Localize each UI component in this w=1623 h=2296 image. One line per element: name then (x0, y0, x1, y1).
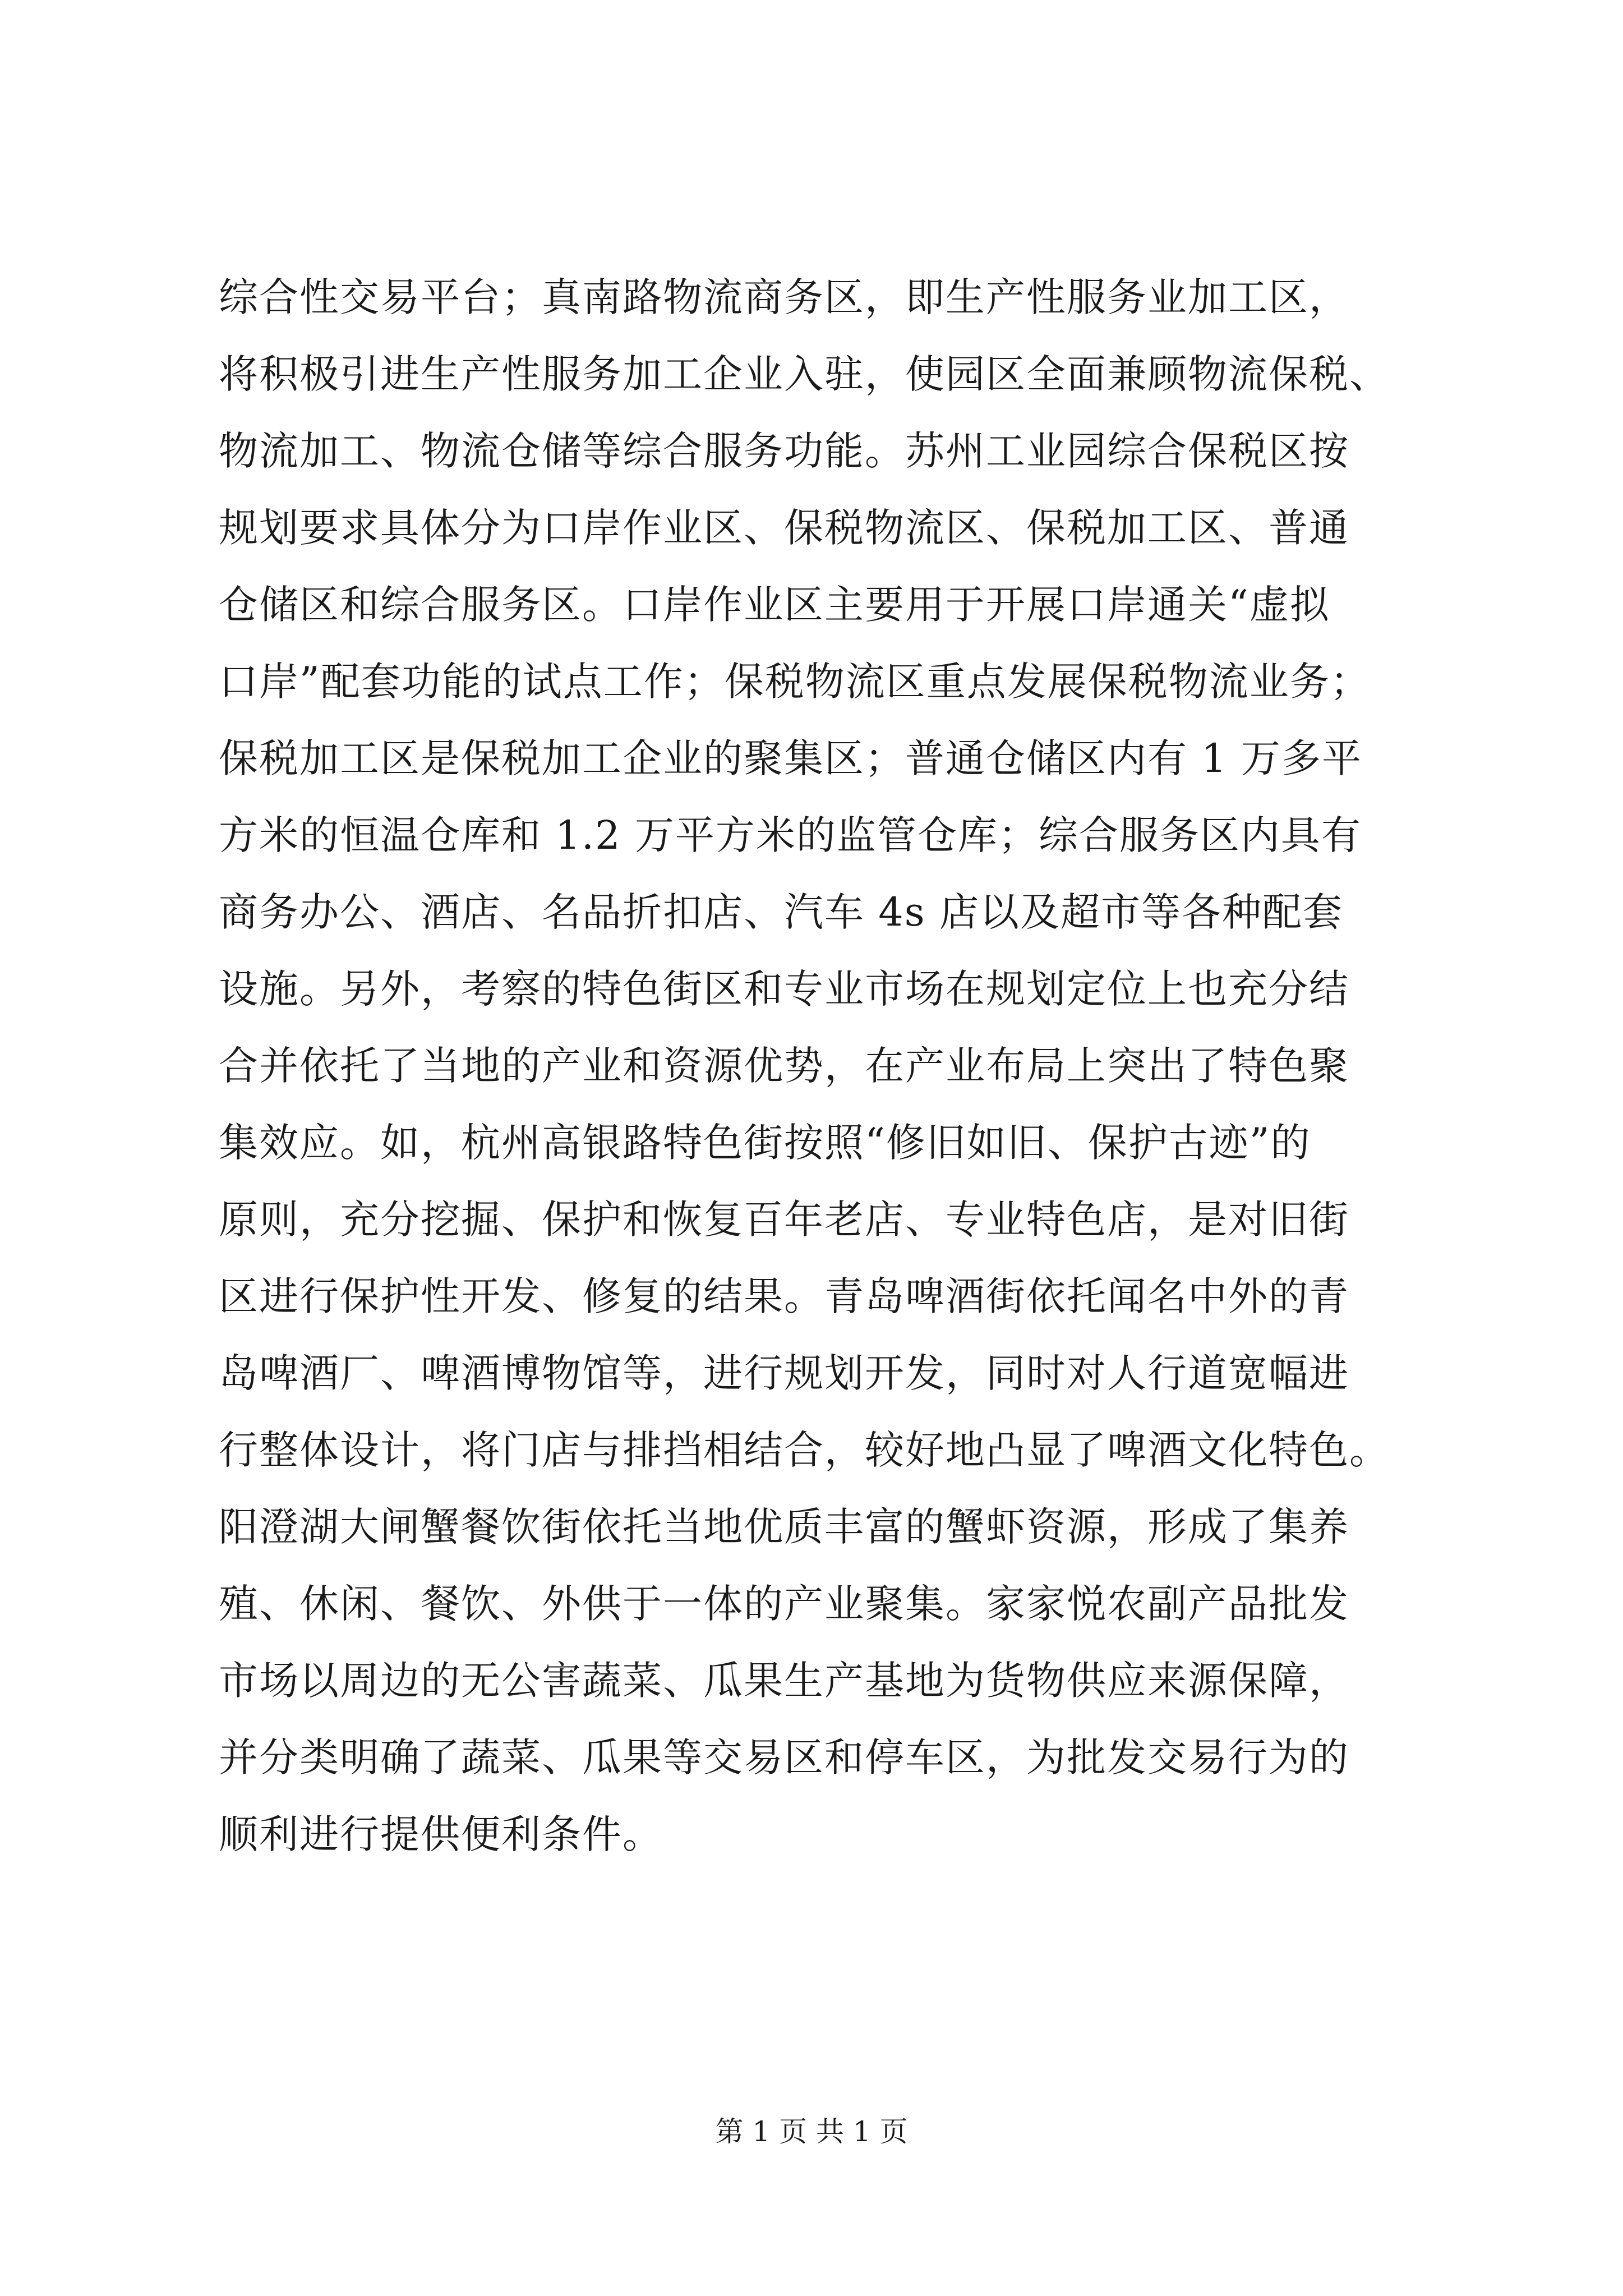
text-line: 顺利进行提供便利条件。 (219, 1811, 663, 1857)
text-line: 综合性交易平台；真南路物流商务区，即生产性服务业加工区， (219, 274, 1349, 320)
text-line: 规划要求具体分为口岸作业区、保税物流区、保税加工区、普通 (219, 505, 1349, 551)
text-line: 行整体设计，将门店与排挡相结合，较好地凸显了啤酒文化特色。 (219, 1427, 1390, 1473)
text-line: 殖、休闲、餐饮、外供于一体的产业聚集。家家悦农副产品批发 (219, 1581, 1349, 1627)
text-line: 区进行保护性开发、修复的结果。青岛啤酒街依托闻名中外的青 (219, 1273, 1349, 1319)
text-line: 合并依托了当地的产业和资源优势，在产业布局上突出了特色聚 (219, 1043, 1349, 1089)
text-line: 仓储区和综合服务区。口岸作业区主要用于开展口岸通关“虚拟 (219, 582, 1330, 628)
text-line: 设施。另外，考察的特色街区和专业市场在规划定位上也充分结 (219, 966, 1349, 1012)
body-paragraph (219, 259, 1481, 1873)
text-line: 保税加工区是保税加工企业的聚集区；普通仓储区内有 1 万多平 (219, 735, 1363, 781)
text-line: 阳澄湖大闸蟹餐饮街依托当地优质丰富的蟹虾资源，形成了集养 (219, 1504, 1349, 1550)
text-line: 将积极引进生产性服务加工企业入驻，使园区全面兼顾物流保税、 (219, 351, 1390, 397)
text-line: 集效应。如，杭州高银路特色街按照“修旧如旧、保护古迹”的 (219, 1120, 1311, 1166)
text-line: 市场以周边的无公害蔬菜、瓜果生产基地为货物供应来源保障， (219, 1658, 1349, 1704)
text-line: 口岸”配套功能的试点工作；保税物流区重点发展保税物流业务； (219, 659, 1371, 705)
text-line: 原则，充分挖掘、保护和恢复百年老店、专业特色店，是对旧街 (219, 1197, 1349, 1243)
text-line: 并分类明确了蔬菜、瓜果等交易区和停车区，为批发交易行为的 (219, 1734, 1349, 1780)
text-line: 物流加工、物流仓储等综合服务功能。苏州工业园综合保税区按 (219, 428, 1349, 474)
page-number-footer: 第 1 页 共 1 页 (715, 2115, 908, 2148)
text-line: 方米的恒温仓库和 1.2 万平方米的监管仓库；综合服务区内具有 (219, 812, 1362, 858)
text-line: 商务办公、酒店、名品折扣店、汽车 4s 店以及超市等各种配套 (219, 889, 1343, 935)
text-line: 岛啤酒厂、啤酒博物馆等，进行规划开发，同时对人行道宽幅进 (219, 1350, 1349, 1396)
